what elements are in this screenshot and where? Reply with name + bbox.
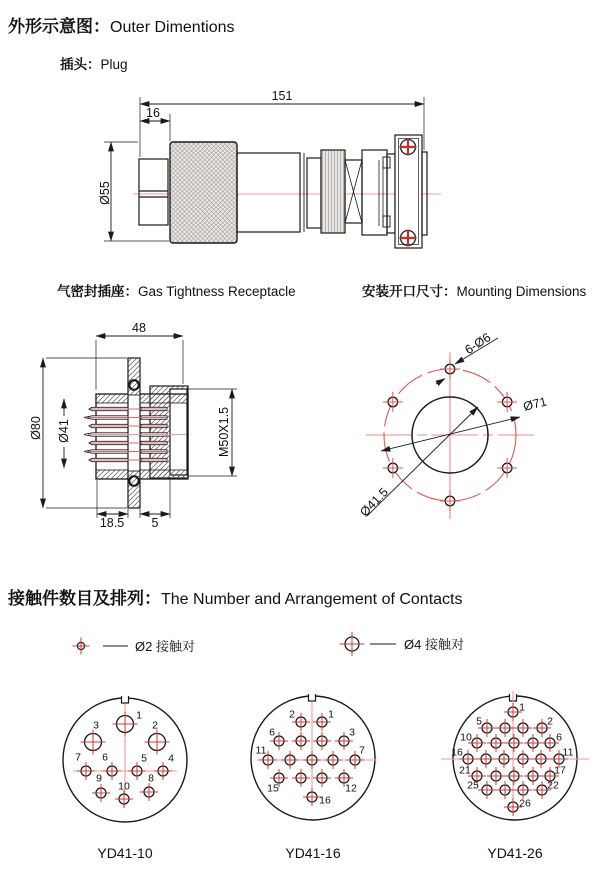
- contact-number-label: 8: [148, 772, 154, 785]
- mounting-drawing: [366, 338, 534, 519]
- legend-label-2mm: Ø2 接触对: [135, 639, 195, 654]
- mounting-label-en: Mounting Dimensions: [456, 284, 587, 299]
- contact-number-label: 17: [554, 764, 566, 777]
- dim-plug-front: 16: [146, 106, 160, 120]
- contact-number-label: 4: [168, 752, 174, 765]
- contact-number-label: 2: [547, 715, 553, 728]
- receptacle-label-zh: 气密封插座：: [57, 284, 138, 299]
- connector-face-YD41-16: [251, 693, 377, 820]
- plug-label-zh: 插头：: [60, 57, 101, 72]
- page-title: [8, 12, 235, 37]
- contact-number-label: 15: [267, 782, 279, 795]
- dim-receptacle-flange-dia: Ø80: [29, 416, 43, 440]
- contact-number-label: 2: [289, 708, 295, 721]
- contact-number-label: 6: [102, 751, 108, 764]
- contact-number-label: 6: [556, 731, 562, 744]
- dim-receptacle-offset: 18.5: [99, 516, 125, 530]
- contact-number-label: 2: [152, 719, 158, 732]
- dim-receptacle-length: 48: [132, 321, 146, 335]
- contact-number-label: 26: [519, 797, 531, 810]
- contact-number-label: 10: [118, 780, 130, 793]
- contact-number-label: 10: [460, 731, 472, 744]
- dim-mounting-bore: Ø41.5: [357, 485, 391, 520]
- caption-yd41-10: YD41-10: [97, 845, 153, 861]
- contact-number-label: 1: [519, 701, 525, 714]
- mounting-section-label: [362, 280, 586, 301]
- dim-receptacle-insert-dia: Ø41: [57, 419, 71, 443]
- contact-number-label: 9: [96, 772, 102, 785]
- contact-number-label: 5: [476, 715, 482, 728]
- contact-number-label: 3: [93, 719, 99, 732]
- dim-receptacle-flange-thick: 5: [151, 516, 159, 530]
- contact-number-label: 1: [136, 709, 142, 722]
- contacts-title-en: The Number and Arrangement of Contacts: [161, 591, 463, 608]
- contact-number-label: 5: [141, 752, 147, 765]
- receptacle-label-en: Gas Tightness Receptacle: [138, 284, 296, 299]
- plug-label-en: Plug: [100, 57, 128, 72]
- dim-mounting-holes: 6-Ø6: [462, 330, 494, 358]
- contacts-section-title: [8, 584, 463, 609]
- mounting-leaders: [367, 338, 520, 516]
- contact-number-label: 16: [451, 746, 463, 759]
- contact-number-label: 21: [459, 764, 471, 777]
- caption-yd41-16: YD41-16: [285, 845, 341, 861]
- dim-receptacle-thread: M50X1.5: [217, 406, 231, 458]
- contact-number-label: 3: [349, 726, 355, 739]
- contact-number-label: 12: [345, 782, 357, 795]
- connector-faces: [63, 691, 589, 822]
- caption-yd41-26: YD41-26: [487, 845, 543, 861]
- connector-face-YD41-10: [63, 695, 187, 822]
- receptacle-drawing: [43, 336, 237, 518]
- receptacle-section-label: [57, 280, 296, 301]
- contact-number-label: 22: [547, 779, 559, 792]
- plug-knurl-ring: [321, 150, 345, 233]
- contact-number-label: 1: [328, 708, 334, 721]
- contact-number-label: 16: [319, 794, 331, 807]
- legend-symbol-4mm: [340, 632, 364, 656]
- dim-mounting-bolt-circle: Ø71: [521, 394, 549, 414]
- plug-barrel: [237, 153, 300, 232]
- plug-knurl-section: [170, 142, 237, 243]
- connector-face-YD41-26: [441, 691, 589, 820]
- contact-legend: [73, 632, 464, 656]
- page-title-en: Outer Dimentions: [110, 19, 235, 36]
- contact-number-label: 6: [269, 726, 275, 739]
- dim-plug-diameter: Ø55: [98, 181, 112, 205]
- dim-plug-total: 151: [271, 89, 293, 103]
- legend-label-4mm: Ø4 接触对: [404, 637, 464, 652]
- plug-front-section: [139, 159, 168, 225]
- mounting-label-zh: 安装开口尺寸：: [362, 284, 457, 299]
- page-title-zh: 外形示意图：: [8, 17, 110, 36]
- contact-number-label: 7: [359, 744, 365, 757]
- contact-number-label: 25: [467, 779, 479, 792]
- contacts-title-zh: 接触件数目及排列：: [8, 589, 161, 608]
- contact-number-label: 11: [562, 746, 574, 759]
- contact-number-label: 11: [255, 744, 267, 757]
- plug-section-label: [60, 53, 128, 74]
- legend-symbol-2mm: [73, 638, 90, 655]
- contact-number-label: 7: [75, 751, 81, 764]
